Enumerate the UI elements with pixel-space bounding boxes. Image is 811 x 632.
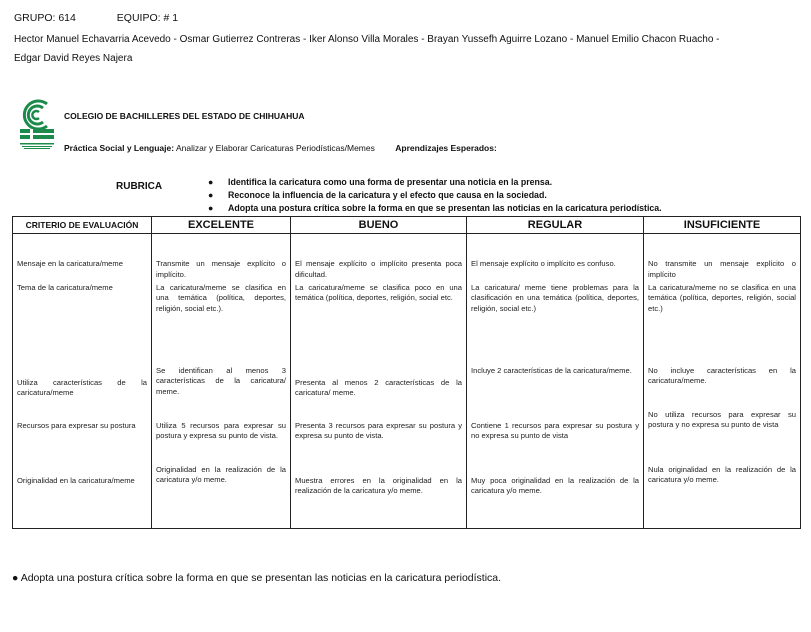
bullet-icon: ●: [12, 572, 19, 584]
bueno-cell: El mensaje explícito o implícito presenta poca dificultad.: [291, 234, 467, 273]
practice-line: [64, 143, 497, 153]
group-team-line: [14, 12, 178, 24]
criteria-cell: Mensaje en la caricatura/meme: [13, 234, 152, 273]
excelente-cell: Utiliza 5 recursos para expresar su postura y expresa su punto de vista.: [152, 413, 291, 463]
practice-label: Práctica Social y Lenguaje:: [64, 143, 175, 153]
header-criteria: CRITERIO DE EVALUACIÓN: [13, 217, 152, 234]
team-label: EQUIPO: # 1: [116, 12, 179, 24]
objective-item: ● Identifica la caricatura como una forma de presentar una noticia en la prensa.: [208, 177, 553, 187]
excelente-cell: La caricatura/meme se clasifica en una temática (política, deportes, religión, social etc.).: [152, 273, 291, 360]
table-row: [13, 234, 801, 273]
table-row: [13, 413, 801, 463]
table-row: [13, 360, 801, 413]
bullet-icon: ●: [208, 177, 214, 187]
bueno-cell: Presenta 3 recursos para expresar su postura y expresa su punto de vista.: [291, 413, 467, 463]
rubric-table: [12, 216, 801, 529]
header-regular: REGULAR: [467, 217, 644, 234]
header-excelente: EXCELENTE: [152, 217, 291, 234]
bueno-cell: Muestra errores en la originalidad en la realización de la caricatura y/o meme.: [291, 463, 467, 529]
excelente-cell: Transmite un mensaje explícito o implícito.: [152, 234, 291, 273]
bullet-icon: ●: [208, 203, 214, 213]
excelente-cell: Se identifican al menos 3 características de la caricatura/ meme.: [152, 360, 291, 413]
objective-item: ● Adopta una postura crítica sobre la forma en que se presentan las noticias en la caricatura periodística.: [208, 203, 662, 213]
group-label: GRUPO: 614: [14, 12, 76, 24]
team-members-line-2: Edgar David Reyes Najera: [14, 53, 133, 64]
excelente-cell: Originalidad en la realización de la caricatura y/o meme.: [152, 463, 291, 529]
footer-note: [12, 572, 501, 584]
bullet-icon: ●: [208, 190, 214, 200]
bueno-cell: Presenta al menos 2 características de la caricatura/ meme.: [291, 360, 467, 413]
regular-cell: Muy poca originalidad en la realización de la caricatura y/o meme.: [467, 463, 644, 529]
regular-cell: Contiene 1 recursos para expresar su postura y no expresa su punto de vista: [467, 413, 644, 463]
criteria-cell: Tema de la caricatura/meme: [13, 273, 152, 360]
objective-item: ● Reconoce la influencia de la caricatura y el efecto que causa en la sociedad.: [208, 190, 547, 200]
header-insuficiente: INSUFICIENTE: [644, 217, 801, 234]
insuficiente-cell: La caricatura/meme no se clasifica en una temática (política, deportes, religión, social etc.): [644, 273, 801, 360]
footer-note-text: Adopta una postura crítica sobre la forma en que se presentan las noticias en la caricatura periodística.: [20, 572, 502, 584]
criteria-cell: Recursos para expresar su postura: [13, 413, 152, 463]
insuficiente-cell: No utiliza recursos para expresar su postura y no expresa su punto de vista: [644, 413, 801, 463]
school-name: COLEGIO DE BACHILLERES DEL ESTADO DE CHIHUAHUA: [64, 111, 305, 121]
bueno-cell: La caricatura/meme se clasifica poco en una temática (política, deportes, religión, social etc.: [291, 273, 467, 360]
criteria-cell: Originalidad en la caricatura/meme: [13, 463, 152, 529]
team-members-line-1: Hector Manuel Echavarria Acevedo - Osmar Gutierrez Contreras - Iker Alonso Villa Morales - Brayan Yussefh Aguirre Lozano - Manuel Emilio Chacon Ruacho -: [14, 34, 720, 45]
cobach-logo-icon: [16, 96, 58, 152]
expected-learning-label: Aprendizajes Esperados:: [395, 143, 497, 153]
insuficiente-cell: No transmite un mensaje explícito o implícito: [644, 234, 801, 273]
regular-cell: La caricatura/ meme tiene problemas para la clasificación en una temática (política, deportes, religión, social etc.): [467, 273, 644, 360]
rubrica-title: RUBRICA: [116, 181, 163, 192]
table-row: [13, 463, 801, 529]
header-bueno: BUENO: [291, 217, 467, 234]
insuficiente-cell: Nula originalidad en la realización de la caricatura y/o meme.: [644, 463, 801, 529]
table-row: [13, 273, 801, 360]
practice-value: Analizar y Elaborar Caricaturas Periodísticas/Memes: [175, 143, 375, 153]
criteria-cell: Utiliza características de la caricatura/meme: [13, 360, 152, 413]
regular-cell: Incluye 2 características de la caricatura/meme.: [467, 360, 644, 413]
insuficiente-cell: No incluye características en la caricatura/meme.: [644, 360, 801, 413]
regular-cell: El mensaje explícito o implícito es confuso.: [467, 234, 644, 273]
objectives-list: [208, 176, 662, 215]
table-header-row: [13, 217, 801, 234]
